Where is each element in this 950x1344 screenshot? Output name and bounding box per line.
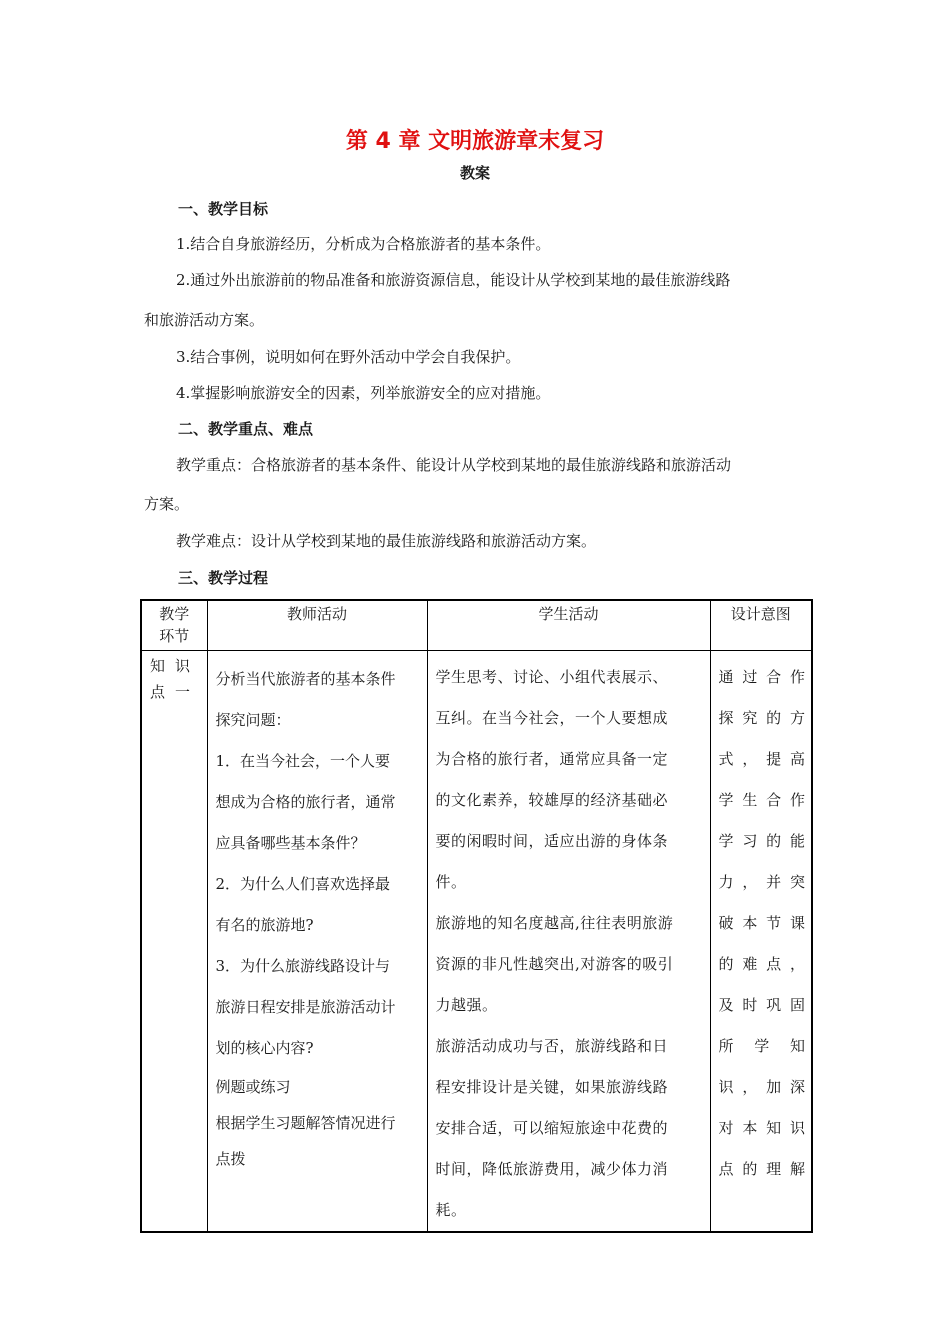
student-activity-line: 资源的非凡性越突出,对游客的吸引 — [435, 954, 674, 973]
design-intent-line: 点的理解 — [718, 1159, 805, 1178]
design-intent-line: 识，加深 — [718, 1077, 805, 1096]
section-heading-process: 三、教学过程 — [178, 569, 269, 587]
teacher-activity-line: 3．为什么旅游线路设计与 — [215, 956, 391, 975]
design-intent-line: 所学知 — [718, 1036, 805, 1055]
stage-line1: 知识 — [150, 656, 201, 675]
goal-item-2-line1: 2.通过外出旅游前的物品准备和旅游资源信息，能设计从学校到某地的最佳旅游线路 — [176, 271, 731, 289]
teacher-activity-line: 旅游日程安排是旅游活动计 — [215, 997, 396, 1016]
stage-line2: 点一 — [150, 682, 201, 701]
stage-cell — [141, 650, 207, 1232]
header-design-intent: 设计意图 — [710, 600, 812, 650]
student-activity-line: 程安排设计是关键，如果旅游线路 — [435, 1077, 669, 1096]
key-point-line2: 方案。 — [144, 495, 190, 513]
design-intent-line: 破本节课 — [718, 913, 805, 932]
header-stage-line2: 环节 — [159, 627, 190, 645]
header-stage-line1: 教学 — [159, 605, 190, 623]
design-intent-line: 式，提高 — [718, 749, 805, 768]
design-intent-line: 及时巩固 — [718, 995, 805, 1014]
header-stage — [141, 600, 207, 650]
page-subtitle: 教案 — [459, 164, 490, 182]
design-intent-line: 力，并突 — [718, 872, 805, 891]
teacher-activity-line: 探究问题： — [215, 710, 291, 729]
goal-item-1: 1.结合自身旅游经历，分析成为合格旅游者的基本条件。 — [176, 235, 551, 253]
header-teacher-activity: 教师活动 — [207, 600, 427, 650]
teacher-activity-line: 应具备哪些基本条件？ — [215, 833, 366, 852]
table-header-row — [141, 600, 812, 650]
table-row — [141, 650, 812, 1232]
student-activity-line: 旅游活动成功与否，旅游线路和日 — [435, 1036, 669, 1055]
goal-item-2-line2: 和旅游活动方案。 — [144, 311, 265, 329]
design-intent-line: 学生合作 — [718, 790, 805, 809]
teacher-activity-cell — [207, 650, 427, 1232]
student-activity-line: 安排合适，可以缩短旅途中花费的 — [435, 1118, 669, 1137]
goal-item-3: 3.结合事例，说明如何在野外活动中学会自我保护。 — [176, 348, 521, 366]
teacher-activity-line: 2．为什么人们喜欢选择最 — [215, 874, 391, 893]
design-intent-cell — [710, 650, 812, 1232]
teacher-activity-line: 例题或练习 — [215, 1077, 291, 1096]
student-activity-line: 学生思考、讨论、小组代表展示、 — [435, 667, 669, 686]
section-heading-goals: 一、教学目标 — [178, 200, 269, 218]
teacher-activity-line: 点拨 — [215, 1149, 246, 1168]
student-activity-line: 互纠。在当今社会，一个人要想成 — [435, 708, 669, 727]
header-student-activity: 学生活动 — [427, 600, 710, 650]
student-activity-cell — [427, 650, 710, 1232]
design-intent-line: 探究的方 — [718, 708, 805, 727]
student-activity-line: 旅游地的知名度越高,往往表明旅游 — [435, 913, 674, 932]
difficulty-point: 教学难点：设计从学校到某地的最佳旅游线路和旅游活动方案。 — [176, 532, 597, 550]
student-activity-line: 时间，降低旅游费用，减少体力消 — [435, 1159, 669, 1178]
design-intent-line: 通过合作 — [718, 667, 805, 686]
teaching-process-table — [140, 599, 813, 1233]
student-activity-line: 件。 — [435, 872, 467, 891]
teacher-activity-line: 划的核心内容? — [215, 1038, 314, 1057]
teacher-activity-line: 分析当代旅游者的基本条件 — [215, 669, 396, 688]
page-title: 第 4 章 文明旅游章末复习 — [345, 129, 605, 154]
teacher-activity-line: 1．在当今社会，一个人要 — [215, 751, 391, 770]
student-activity-line: 力越强。 — [435, 995, 498, 1014]
student-activity-line: 的文化素养，较雄厚的经济基础必 — [435, 790, 669, 809]
teacher-activity-line: 有名的旅游地? — [215, 915, 314, 934]
design-intent-line: 对本知识 — [718, 1118, 805, 1137]
teacher-activity-line: 想成为合格的旅行者，通常 — [215, 792, 396, 811]
student-activity-line: 耗。 — [435, 1200, 467, 1219]
student-activity-line: 为合格的旅行者，通常应具备一定 — [435, 749, 669, 768]
design-intent-line: 的难点， — [718, 954, 805, 973]
section-heading-key-points: 二、教学重点、难点 — [178, 420, 314, 438]
student-activity-line: 要的闲暇时间，适应出游的身体条 — [435, 831, 669, 850]
key-point-line1: 教学重点：合格旅游者的基本条件、能设计从学校到某地的最佳旅游线路和旅游活动 — [176, 456, 732, 474]
design-intent-line: 学习的能 — [718, 831, 805, 850]
goal-item-4: 4.掌握影响旅游安全的因素，列举旅游安全的应对措施。 — [176, 384, 551, 402]
teacher-activity-line: 根据学生习题解答情况进行 — [215, 1113, 396, 1132]
